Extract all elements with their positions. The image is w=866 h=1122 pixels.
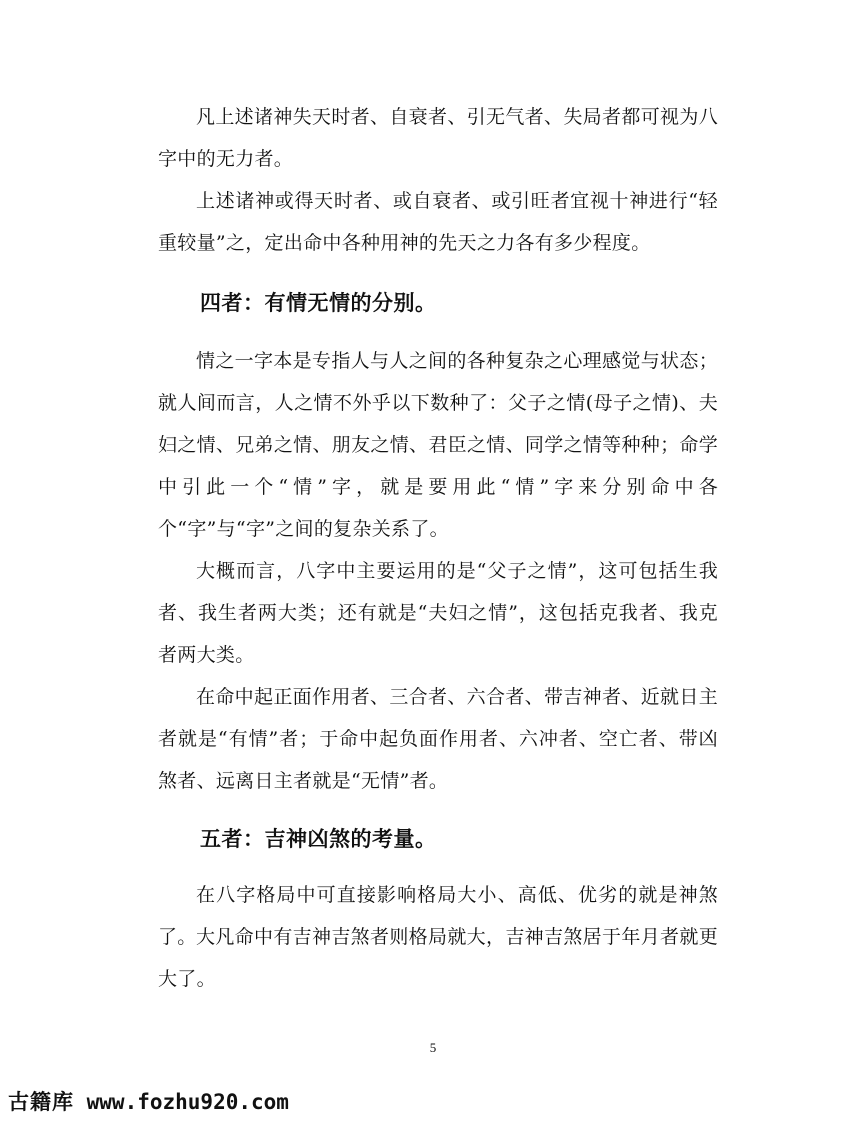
watermark-url: www.fozhu920.com <box>74 1090 289 1114</box>
paragraph-5: 在命中起正面作用者、三合者、六合者、带吉神者、近就日主者就是“有情”者；于命中起负面作用者、六冲者、空亡者、带凶煞者、远离日主者就是“无情”者。 <box>158 686 718 792</box>
watermark-site-name: 古籍库 <box>8 1090 74 1114</box>
paragraph-6: 在八字格局中可直接影响格局大小、高低、优劣的就是神煞了。 <box>158 884 718 948</box>
paragraph-3: 情之一字本是专指人与人之间的各种复杂之心理感觉与状态；就人间而言，人之情不外乎以下数种了：父子之情(母子之情)、夫妇之情、兄弟之情、朋友之情、君臣之情、同学之情等种种；命学中引此一个“情”字，就是要用此“情”字来分别命中各个“字”与“字”之间的复杂关系了。 <box>158 350 718 540</box>
paragraph-2: 上述诸神或得天时者、或自衰者、或引旺者宜视十神进行“轻重较量”之，定出命中各种用神的先天之力各有多少程度。 <box>158 190 718 254</box>
page-number: 5 <box>429 1040 437 1055</box>
paragraph-7: 大凡命中有吉神吉煞者则格局就大，吉神吉煞居于年月者就更大了。 <box>158 926 718 990</box>
paragraph-1: 凡上述诸神失天时者、自衰者、引无气者、失局者都可视为八字中的无力者。 <box>158 106 718 170</box>
watermark <box>8 1086 289 1116</box>
paragraph-4: 大概而言，八字中主要运用的是“父子之情”，这可包括生我者、我生者两大类；还有就是“夫妇之情”，这包括克我者、我克者两大类。 <box>158 560 718 666</box>
section-heading-4: 四者：有情无情的分别。 <box>200 290 437 315</box>
section-heading-5: 五者：吉神凶煞的考量。 <box>200 826 437 851</box>
